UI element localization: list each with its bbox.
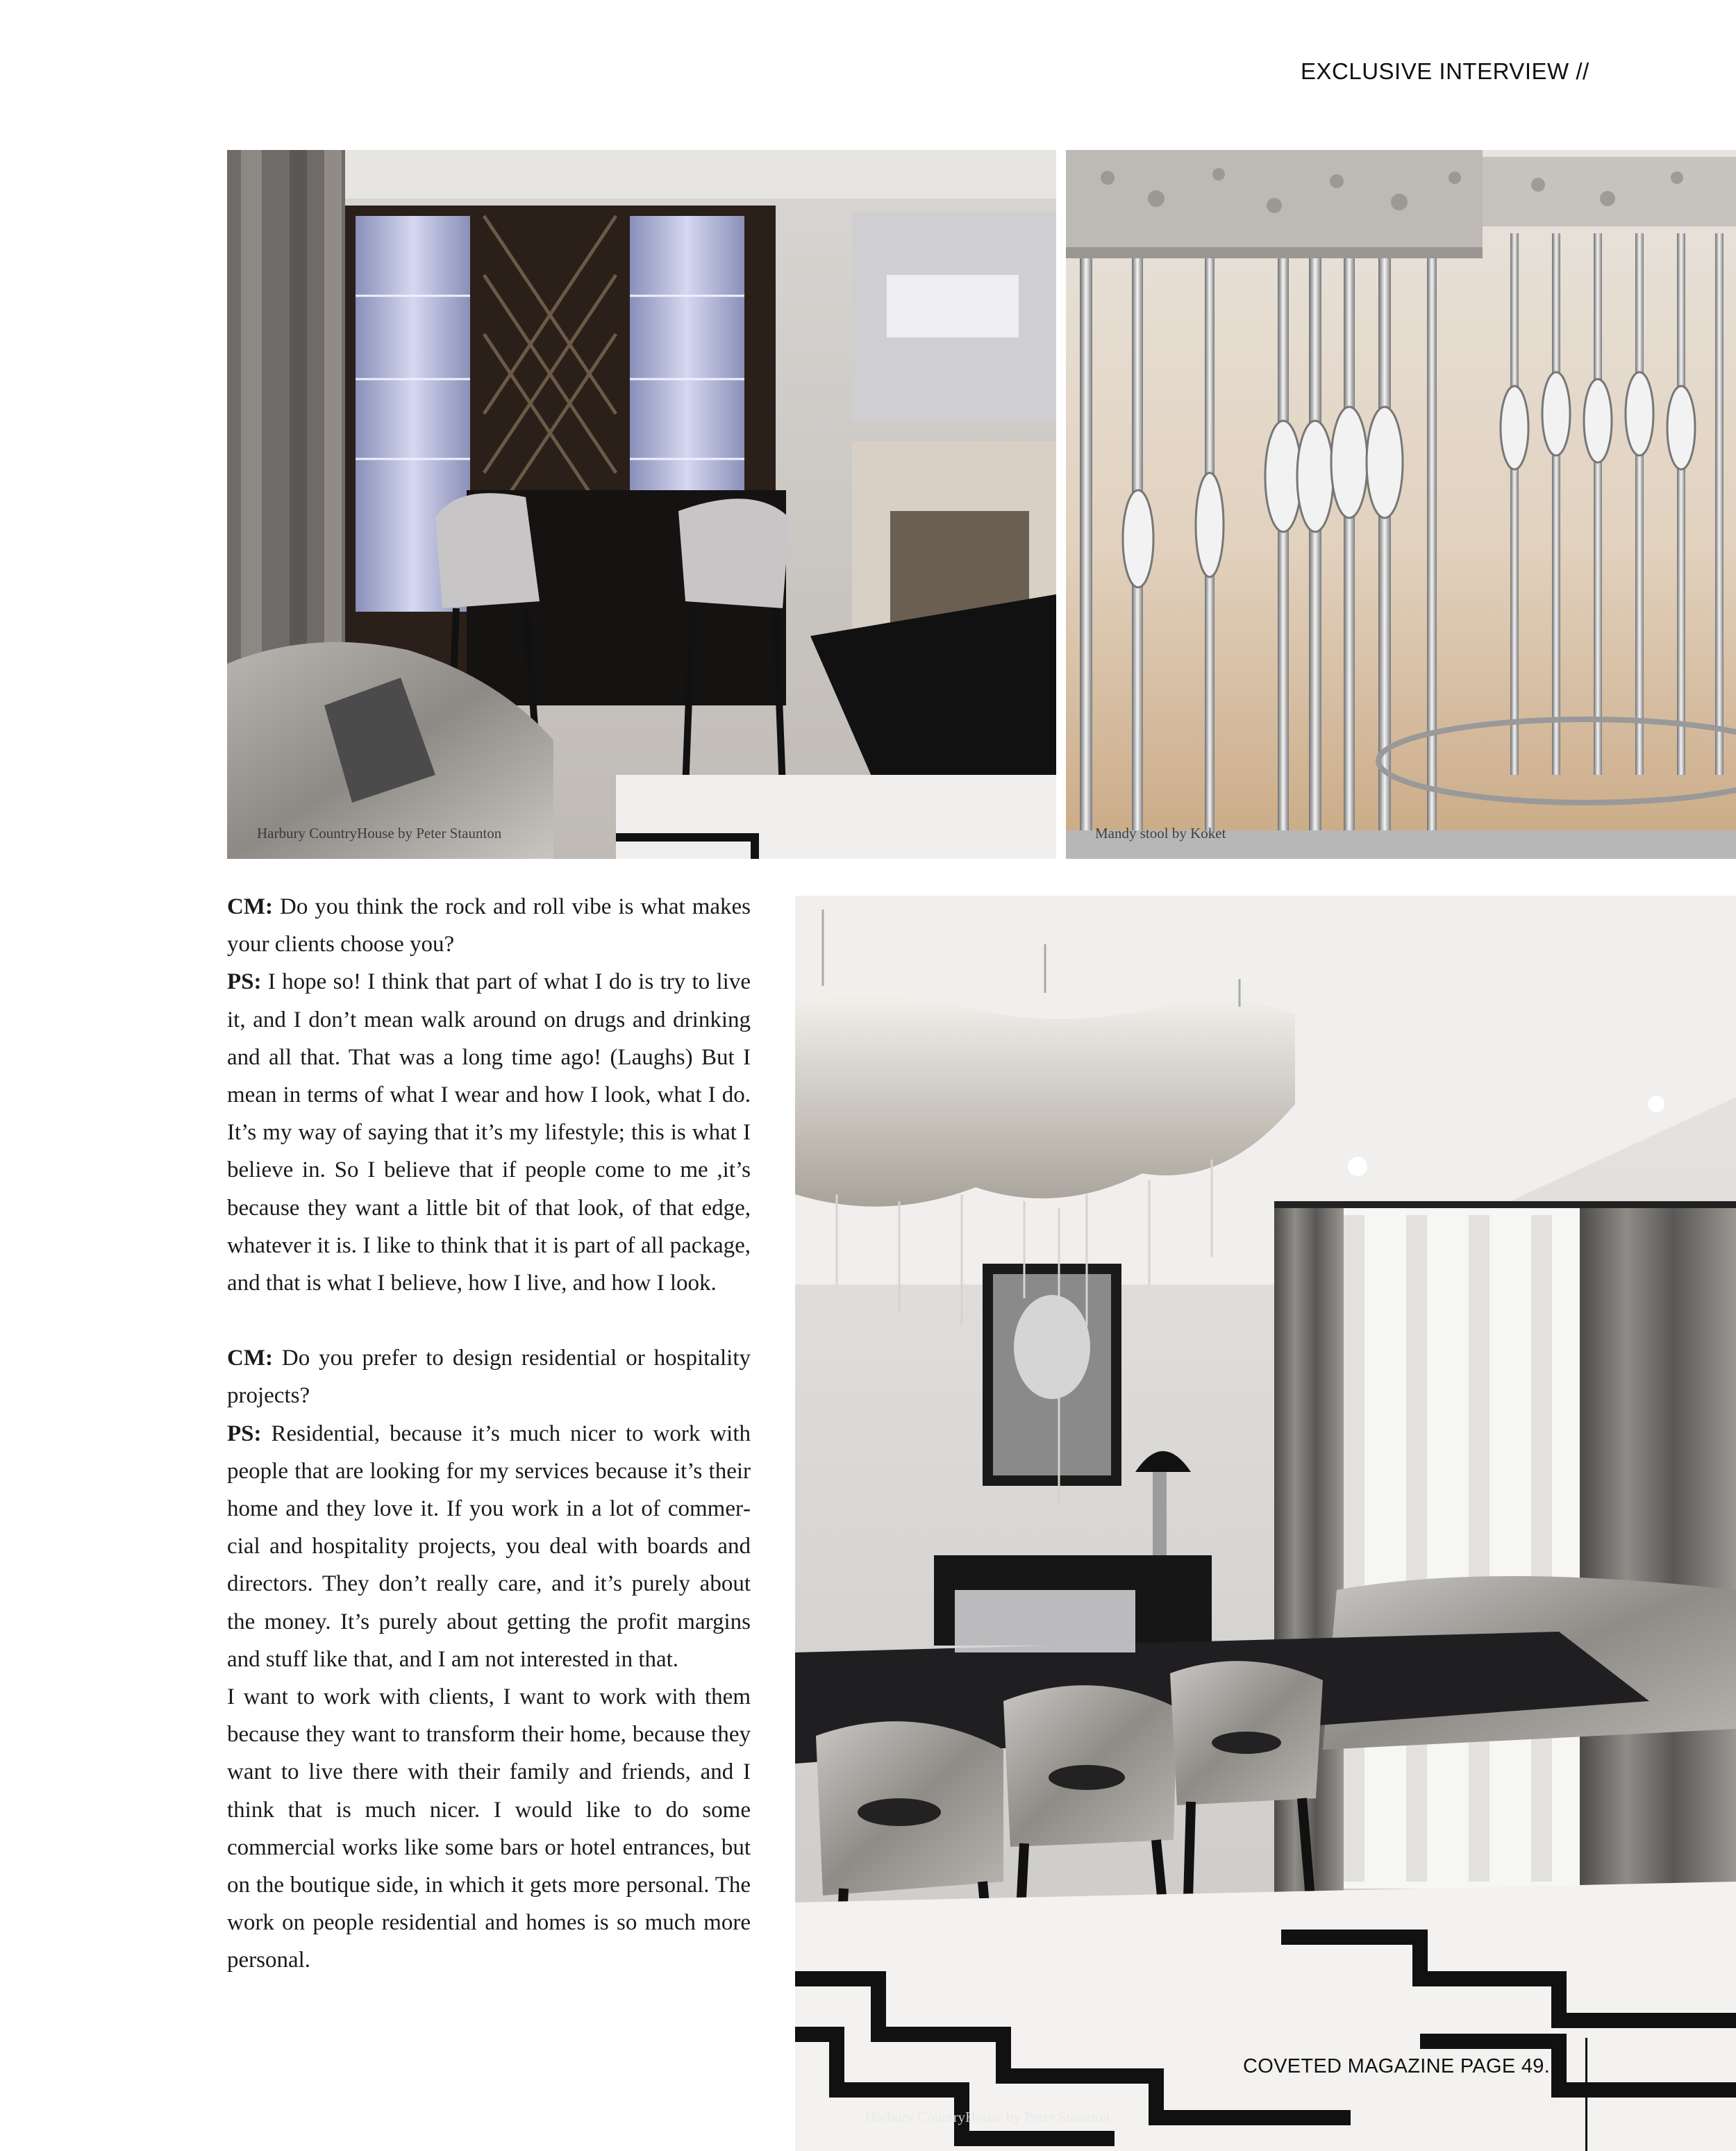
question-1	[227, 888, 751, 963]
question-2	[227, 1339, 751, 1414]
page-footer-label: COVETED MAGAZINE PAGE 49.	[1243, 2055, 1551, 2077]
speaker-label: PS:	[227, 1421, 262, 1446]
speaker-label: CM:	[227, 894, 273, 919]
answer-1	[227, 963, 751, 1302]
photo-dining-caption: Harbury CountryHouse by Peter Staunton	[865, 2109, 1110, 2125]
photo-bar-caption: Harbury CountryHouse by Peter Staunton	[257, 825, 502, 842]
speaker-label: CM:	[227, 1346, 273, 1371]
answer-2	[227, 1415, 751, 1678]
section-label: EXCLUSIVE INTERVIEW //	[1301, 58, 1589, 84]
article-body	[227, 888, 751, 1980]
speaker-label: PS:	[227, 969, 262, 995]
photo-stool-caption: Mandy stool by Koket	[1095, 825, 1226, 842]
photo-mandy-stool	[1066, 150, 1736, 859]
photo-dining-room	[795, 896, 1736, 2151]
question-text: Do you prefer to design residential or hospitality projects?	[227, 1346, 751, 1409]
question-text: Do you think the rock and roll vibe is what makes your clients choose you?	[227, 894, 751, 957]
footer-rule	[1585, 2038, 1587, 2151]
answer-text: I hope so! I think that part of what I do is try to live it, and I don’t mean walk around on drugs and drinking and all that. That was a long time ago! (Laughs) But I mean in terms of what I wear and how I look, what I do. It’s my way of saying that it’s my lifestyle; this is what I believe in. So I believe that if people come to me ,it’s because they want a little bit of that look, of that edge, whatever it is. I like to think that it is part of all package, and that is what I believe, how I live, and how I look.	[227, 969, 751, 1296]
answer-2-continued: I want to work with clients, I want to work with them because they want to transform their home, because they want to live there with their family and friends, and I think that is much nicer. I would like to do some commercial works like some bars or hotel entrances, but on the boutique side, in which it gets more personal. The work on people residential and homes is so much more personal.	[227, 1684, 751, 1973]
answer-text: Residential, because it’s much nicer to work with people that are looking for my services because it’s their home and they love it. If you work in a lot of commercial and hospitality projects, you deal with boards and directors. They don’t really care, and it’s purely about the money. It’s purely about getting the profit margins and stuff like that, and I am not interested in that.	[227, 1421, 751, 1672]
photo-bar-area	[227, 150, 1056, 859]
